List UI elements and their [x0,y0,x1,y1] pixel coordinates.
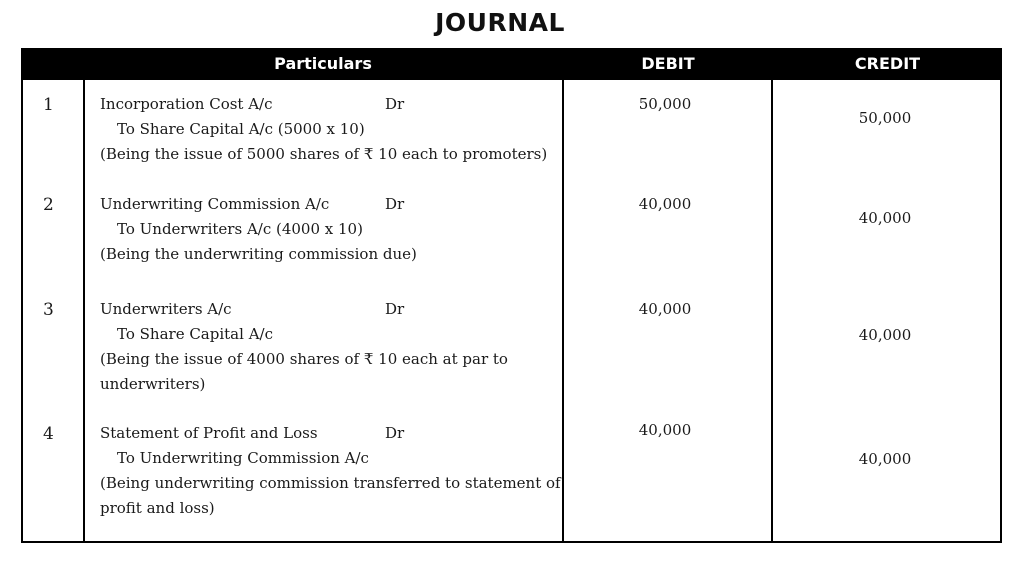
dr-label: Dr [385,300,405,318]
credit-account: To Underwriting Commission A/c [117,449,369,467]
header-particulars: Particulars [274,54,372,73]
credit-account: To Share Capital A/c (5000 x 10) [117,120,365,138]
entry-number: 4 [43,424,54,444]
narration: profit and loss) [100,499,215,517]
header-debit: DEBIT [641,54,695,73]
narration: (Being the underwriting commission due) [100,245,417,263]
entry-number: 1 [43,95,54,115]
entry-number: 3 [43,300,54,320]
debit-amount: 40,000 [638,421,692,439]
header-credit: CREDIT [854,54,921,73]
credit-amount: 40,000 [858,326,912,344]
credit-account: To Share Capital A/c [117,325,273,343]
column-divider [771,80,773,541]
credit-account: To Underwriters A/c (4000 x 10) [117,220,363,238]
dr-label: Dr [385,95,405,113]
dr-label: Dr [385,195,405,213]
debit-account: Statement of Profit and Loss [100,424,318,442]
narration: (Being the issue of 4000 shares of ₹ 10 each at par to [100,350,508,368]
debit-account: Underwriting Commission A/c [100,195,330,213]
debit-amount: 40,000 [638,300,692,318]
entry-number: 2 [43,195,54,215]
debit-account: Underwriters A/c [100,300,232,318]
page-title: JOURNAL [435,8,565,37]
narration: (Being the issue of 5000 shares of ₹ 10 each to promoters) [100,145,548,163]
credit-amount: 40,000 [858,209,912,227]
dr-label: Dr [385,424,405,442]
debit-amount: 40,000 [638,195,692,213]
credit-amount: 40,000 [858,450,912,468]
credit-amount: 50,000 [858,109,912,127]
debit-amount: 50,000 [638,95,692,113]
table-header [21,48,1002,80]
column-divider [83,80,85,541]
narration: (Being underwriting commission transferred to statement of [100,474,561,492]
narration: underwriters) [100,375,206,393]
journal-table [21,48,1002,543]
debit-account: Incorporation Cost A/c [100,95,273,113]
